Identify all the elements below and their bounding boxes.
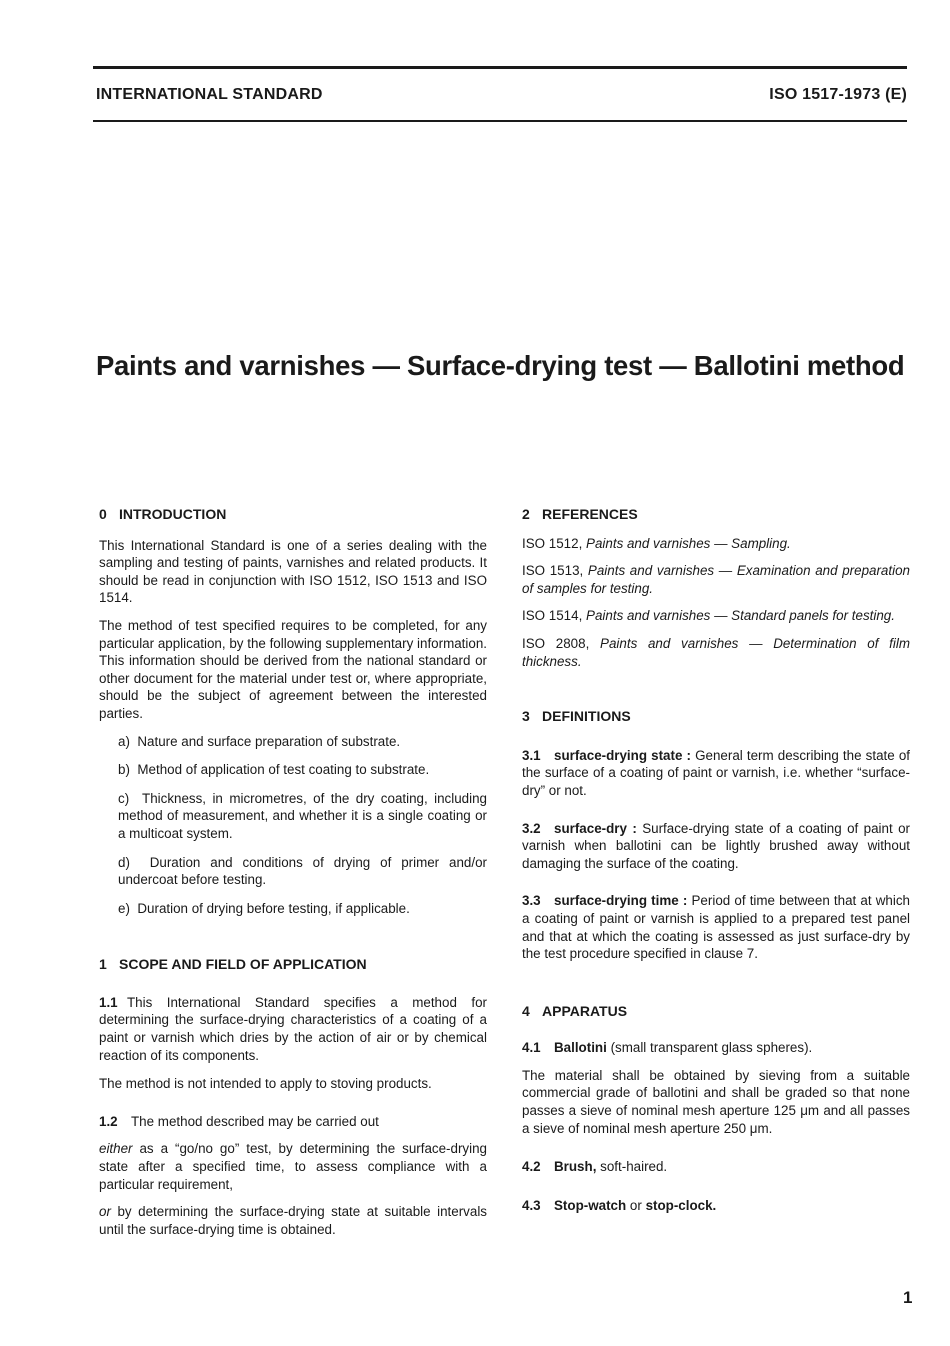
clause-text: or: [629, 1197, 642, 1213]
reference-title: Paints and varnishes — Determination of film thickness.: [522, 635, 910, 669]
section-introduction: [99, 506, 487, 917]
section-heading: [522, 1003, 910, 1021]
reference-item: [522, 607, 910, 625]
header-rule-top: [93, 66, 907, 69]
definition-term: surface-drying state :: [554, 747, 691, 763]
clause-number: 3.3: [522, 893, 541, 909]
clause-4-1-paragraph: The material shall be obtained by sieving from a suitable commercial grade of ballotini and shall be graded so that none passes a sieve of nominal mesh aperture 125 μm and all passes a sieve of nominal mesh aperture 250 μm.: [522, 1067, 910, 1136]
reference-item: [522, 635, 910, 670]
list-label: e): [118, 900, 130, 916]
apparatus-term: Brush,: [554, 1159, 597, 1175]
reference-code: ISO 1513,: [522, 563, 584, 579]
section-title: REFERENCES: [542, 506, 638, 522]
reference-code: ISO 2808,: [522, 635, 590, 651]
document-title: Paints and varnishes — Surface-drying test — Ballotini method: [96, 350, 905, 381]
clause-number: 4.3: [522, 1197, 541, 1213]
section-number: 2: [522, 506, 530, 522]
list-text: Nature and surface preparation of substrate.: [137, 733, 401, 749]
definition-term: surface-dry :: [554, 820, 637, 836]
list-item: [118, 854, 487, 889]
standard-number: ISO 1517-1973 (E): [769, 86, 907, 103]
section-number: 0: [99, 506, 107, 522]
reference-item: [522, 562, 910, 597]
clause-4-2: [522, 1158, 910, 1176]
list-item: [118, 900, 487, 918]
reference-code: ISO 1512,: [522, 535, 583, 551]
reference-title: Paints and varnishes — Examination and preparation of samples for testing.: [522, 563, 910, 596]
clause-text: soft-haired.: [600, 1159, 668, 1175]
definition-text: Period of time between that at which a coating of paint or varnish is applied to a prepared test panel and that at which the coating is assessed as just surface-dry by the test procedure specified in clause 7.: [522, 893, 910, 962]
list-item: [118, 733, 487, 751]
definition-text: Surface-drying state of a coating of paint or varnish when ballotini can be lightly brushed away without damaging the surface of the coating.: [522, 820, 910, 871]
clause-number: 3.1: [522, 747, 541, 763]
clause-1-2: [99, 1113, 487, 1131]
list-text: Method of application of test coating to substrate.: [137, 762, 430, 778]
list-text: Duration of drying before testing, if applicable.: [137, 900, 410, 916]
definition-item: [522, 820, 910, 873]
apparatus-term: Ballotini: [554, 1040, 607, 1056]
definition-term: surface-drying time :: [554, 893, 688, 909]
document-type-label: INTERNATIONAL STANDARD: [96, 86, 323, 103]
section-references: [522, 506, 910, 670]
list-label: a): [118, 733, 130, 749]
section-title: INTRODUCTION: [119, 506, 227, 522]
section-scope: [99, 956, 487, 1238]
apparatus-term: stop-clock.: [645, 1197, 717, 1213]
page-number: 1: [903, 1288, 913, 1307]
definition-text: General term describing the state of the surface of a coating of paint or varnish, i.e. whether “surface-dry” or not.: [522, 747, 910, 798]
reference-title: Paints and varnishes — Standard panels for testing.: [586, 608, 895, 624]
reference-code: ISO 1514,: [522, 608, 583, 624]
emphasis-either: either: [99, 1141, 133, 1157]
clause-4-3: [522, 1197, 910, 1215]
clause-1-2-or: [99, 1203, 487, 1238]
list-text: Thickness, in micrometres, of the dry coating, including method of measurement, and whether it is a single coating or a multicoat system.: [118, 790, 487, 841]
clause-4-1: [522, 1039, 910, 1057]
list-label: c): [118, 790, 130, 806]
section-number: 3: [522, 708, 530, 725]
section-number: 4: [522, 1002, 530, 1019]
intro-paragraph-2: The method of test specified requires to be completed, for any particular application, by the following supplementary information. This information should be derived from the national standard or other document for the material under test or, where appropriate, should be the subject of agreement between the interested parties.: [99, 617, 487, 721]
clause-number: 1.2: [99, 1113, 118, 1129]
definition-item: [522, 892, 910, 962]
section-title: DEFINITIONS: [542, 708, 631, 725]
section-heading: [99, 956, 487, 974]
clause-number: 1.1: [99, 994, 118, 1010]
list-label: b): [118, 762, 130, 778]
clause-text: The method described may be carried out: [131, 1113, 379, 1129]
header-rule-bottom: [93, 120, 907, 122]
clause-number: 3.2: [522, 820, 541, 836]
clause-text: as a “go/no go” test, by determining the surface-drying state after a specified time, to assess compliance with a particular requirement,: [99, 1141, 487, 1192]
clause-1-1: [99, 994, 487, 1064]
list-item: [118, 761, 487, 779]
section-number: 1: [99, 956, 107, 973]
clause-text: This International Standard specifies a method for determining the surface-drying characteristics of a coating of a paint or varnish which dries by the action of air or by chemical reaction of its components.: [99, 994, 487, 1063]
clause-1-2-either: [99, 1140, 487, 1193]
section-title: APPARATUS: [542, 1002, 628, 1019]
clause-number: 4.1: [522, 1040, 541, 1056]
emphasis-or: or: [99, 1204, 111, 1220]
section-heading: [99, 506, 487, 524]
clause-text: by determining the surface-drying state at suitable intervals until the surface-drying time is obtained.: [99, 1204, 487, 1237]
reference-item: [522, 535, 910, 553]
section-heading: [522, 708, 910, 726]
clause-text: (small transparent glass spheres).: [610, 1040, 813, 1056]
section-definitions: [522, 708, 910, 963]
intro-paragraph-1: This International Standard is one of a series dealing with the sampling and testing of paints, varnishes and related products. It should be read in conjunction with ISO 1512, ISO 1513 and ISO 1514.: [99, 537, 487, 606]
clause-number: 4.2: [522, 1159, 541, 1175]
right-column: [522, 506, 910, 1214]
left-column: [99, 506, 487, 1238]
list-label: d): [118, 854, 130, 870]
section-apparatus: [522, 1003, 910, 1215]
list-text: Duration and conditions of drying of primer and/or undercoat before testing.: [118, 854, 487, 888]
definition-item: [522, 747, 910, 800]
apparatus-term: Stop-watch: [554, 1197, 627, 1213]
reference-title: Paints and varnishes — Sampling.: [586, 535, 791, 551]
section-title: SCOPE AND FIELD OF APPLICATION: [119, 956, 367, 973]
section-heading: [522, 506, 910, 524]
list-item: [118, 790, 487, 843]
clause-1-1-note: The method is not intended to apply to stoving products.: [99, 1076, 432, 1092]
